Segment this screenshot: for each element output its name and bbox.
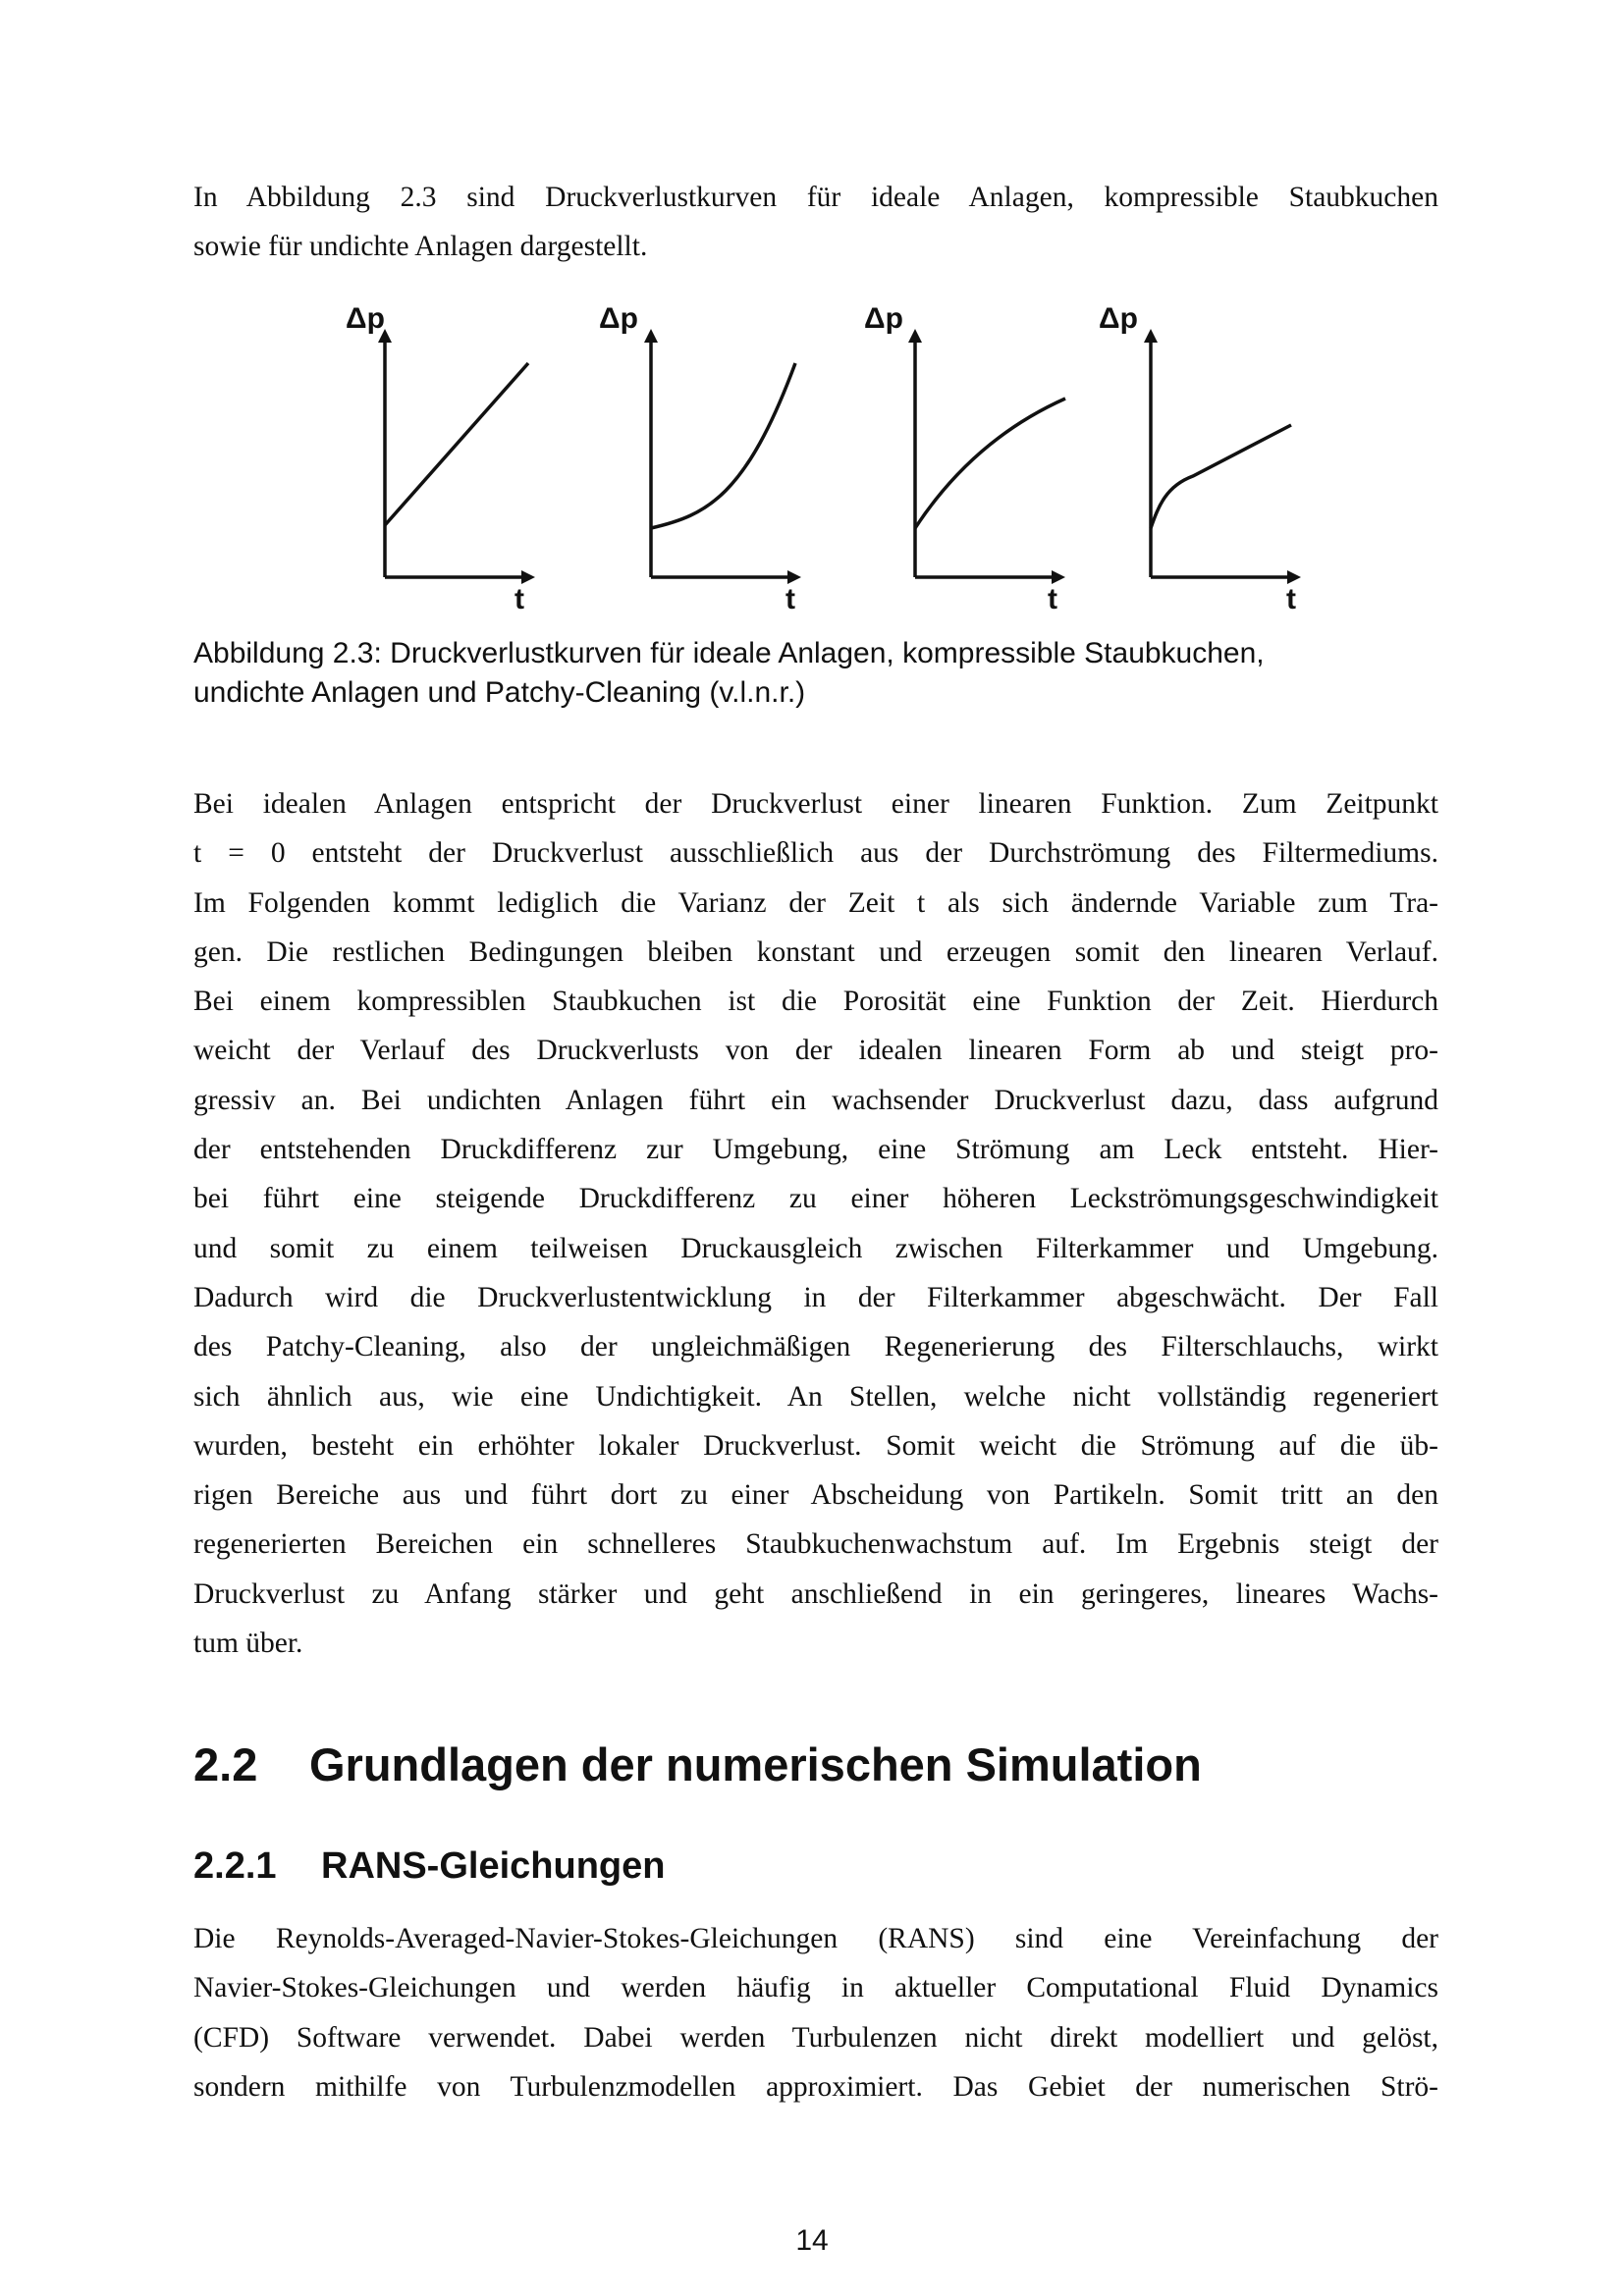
subsection-title: RANS-Gleichungen <box>321 1845 666 1887</box>
section-number: 2.2 <box>193 1738 258 1790</box>
rans-paragraph <box>193 1914 1438 2111</box>
curve-degressive <box>915 399 1065 528</box>
x-axis-label: t <box>1048 583 1057 615</box>
figure-svg <box>314 304 1316 618</box>
x-axis-label: t <box>1286 583 1296 615</box>
rans-line: (CFD) Software verwendet. Dabei werden Turbulenzen nicht direkt modelliert und gelöst, <box>193 2021 1438 2054</box>
body-line: Im Folgenden kommt lediglich die Varianz der Zeit t als sich ändernde Variable zum Tra- <box>193 886 1438 919</box>
section-title: Grundlagen der numerischen Simulation <box>309 1738 1202 1790</box>
subsection-heading <box>193 1845 665 1888</box>
body-line: gen. Die restlichen Bedingungen bleiben konstant und erzeugen somit den linearen Verlauf. <box>193 935 1438 968</box>
figure-pressure-loss-curves <box>314 304 1316 618</box>
rans-line: Navier-Stokes-Gleichungen und werden häufig in aktueller Computational Fluid Dynamics <box>193 1972 1438 2004</box>
y-axis-label: Δp <box>346 302 385 335</box>
body-line: sich ähnlich aus, wie eine Undichtigkeit. An Stellen, welche nicht vollständig regeneriert <box>193 1380 1438 1413</box>
y-axis-label: Δp <box>864 302 903 335</box>
curve-progressive <box>651 363 795 528</box>
body-line: wurden, besteht ein erhöhter lokaler Druckverlust. Somit weicht die Strömung auf die üb- <box>193 1429 1438 1462</box>
page-number: 14 <box>795 2224 829 2257</box>
body-line: Dadurch wird die Druckverlustentwicklung in der Filterkammer abgeschwächt. Der Fall <box>193 1281 1438 1313</box>
caption-line-2: undichte Anlagen und Patchy-Cleaning (v.l.n.r.) <box>193 676 806 709</box>
intro-paragraph <box>193 173 1438 272</box>
body-line: Druckverlust zu Anfang stärker und geht anschließend in ein geringeres, lineares Wachs- <box>193 1577 1438 1610</box>
intro-line-1: In Abbildung 2.3 sind Druckverlustkurven für ideale Anlagen, kompressible Staubkuchen <box>193 182 1438 213</box>
figure-caption <box>193 634 1438 713</box>
x-axis-label: t <box>785 583 795 615</box>
plot-compressible-progressive <box>599 302 795 615</box>
body-line: der entstehenden Druckdifferenz zur Umgebung, eine Strömung am Leck entsteht. Hier- <box>193 1134 1438 1166</box>
body-line: weicht der Verlauf des Druckverlusts von der idealen linearen Form ab und steigt pro- <box>193 1035 1438 1067</box>
plot-leaky-degressive <box>864 302 1065 615</box>
body-line: tum über. <box>193 1628 303 1660</box>
curve-patchy-cleaning <box>1151 425 1291 528</box>
plot-patchy-cleaning <box>1099 302 1296 615</box>
body-line: regenerierten Bereichen ein schnelleres Staubkuchenwachstum auf. Im Ergebnis steigt der <box>193 1528 1438 1561</box>
section-heading <box>193 1737 1202 1791</box>
intro-line-2: sowie für undichte Anlagen dargestellt. <box>193 231 648 263</box>
body-line: Bei einem kompressiblen Staubkuchen ist die Porosität eine Funktion der Zeit. Hierdurch <box>193 986 1438 1018</box>
rans-line: Die Reynolds-Averaged-Navier-Stokes-Gleichungen (RANS) sind eine Vereinfachung der <box>193 1923 1438 1954</box>
body-line: rigen Bereiche aus und führt dort zu einer Abscheidung von Partikeln. Somit tritt an den <box>193 1479 1438 1512</box>
body-line: Bei idealen Anlagen entspricht der Druckverlust einer linearen Funktion. Zum Zeitpunkt <box>193 788 1438 820</box>
body-line: und somit zu einem teilweisen Druckausgleich zwischen Filterkammer und Umgebung. <box>193 1232 1438 1264</box>
y-axis-label: Δp <box>1099 302 1138 335</box>
body-paragraph <box>193 779 1438 1668</box>
plot-ideal-linear <box>346 302 528 615</box>
body-line: bei führt eine steigende Druckdifferenz zu einer höheren Leckströmungsgeschwindigkeit <box>193 1183 1438 1215</box>
caption-line-1: Abbildung 2.3: Druckverlustkurven für ideale Anlagen, kompressible Staubkuchen, <box>193 637 1265 669</box>
rans-line: sondern mithilfe von Turbulenzmodellen approximiert. Das Gebiet der numerischen Strö- <box>193 2070 1438 2103</box>
body-line: t = 0 entsteht der Druckverlust ausschließlich aus der Durchströmung des Filtermediums. <box>193 837 1438 870</box>
x-axis-label: t <box>514 583 524 615</box>
subsection-number: 2.2.1 <box>193 1845 277 1887</box>
body-line: gressiv an. Bei undichten Anlagen führt ein wachsender Druckverlust dazu, dass aufgrund <box>193 1084 1438 1116</box>
y-axis-label: Δp <box>599 302 638 335</box>
body-line: des Patchy-Cleaning, also der ungleichmäßigen Regenerierung des Filterschlauchs, wirkt <box>193 1331 1438 1363</box>
curve-linear <box>385 363 528 525</box>
